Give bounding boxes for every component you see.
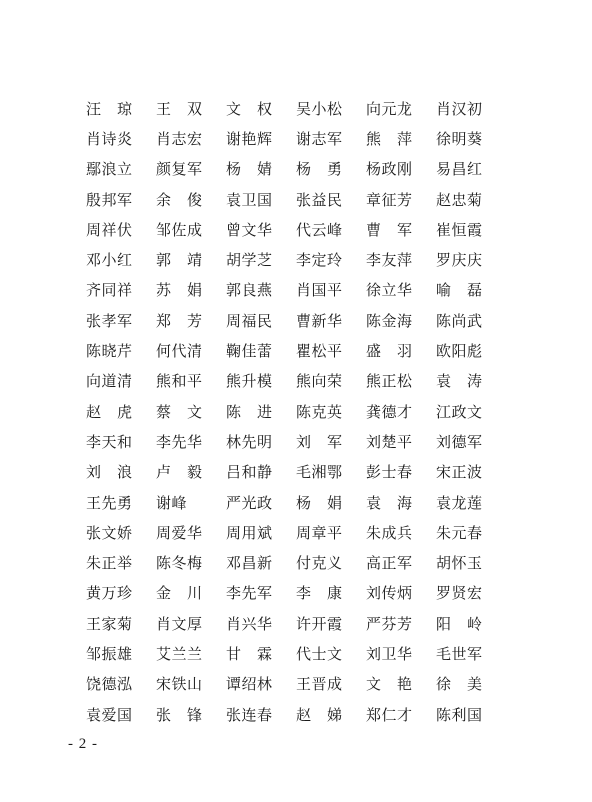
person-name: 曾文华 <box>226 220 273 239</box>
person-name: 刘传炳 <box>366 584 413 603</box>
person-name: 肖汉初 <box>436 99 483 118</box>
person-name: 苏 娟 <box>156 281 203 300</box>
person-name: 龚德才 <box>366 402 413 421</box>
name-row <box>86 276 506 306</box>
person-name: 郑仁才 <box>366 705 413 724</box>
person-name: 张 锋 <box>156 705 203 724</box>
name-row <box>86 579 506 609</box>
person-name: 章征芳 <box>366 190 413 209</box>
name-row <box>86 306 506 336</box>
name-row <box>86 155 506 185</box>
person-name: 宋铁山 <box>156 675 203 694</box>
name-row <box>86 367 506 397</box>
person-name: 喻 磊 <box>436 281 483 300</box>
person-name: 郑 芳 <box>156 311 203 330</box>
person-name: 王 双 <box>156 99 203 118</box>
person-name: 毛湘鄂 <box>296 463 343 482</box>
person-name: 付克义 <box>296 554 343 573</box>
name-row <box>86 670 506 700</box>
person-name: 胡怀玉 <box>436 554 483 573</box>
name-row <box>86 215 506 245</box>
person-name: 杨政刚 <box>366 160 413 179</box>
name-row <box>86 397 506 427</box>
person-name: 殷邦军 <box>86 190 133 209</box>
person-name: 彭士春 <box>366 463 413 482</box>
person-name: 盛 羽 <box>366 342 413 361</box>
person-name: 郭 靖 <box>156 251 203 270</box>
person-name: 谢志军 <box>296 129 343 148</box>
person-name: 周用斌 <box>226 523 273 542</box>
person-name: 肖国平 <box>296 281 343 300</box>
person-name: 王晋成 <box>296 675 343 694</box>
person-name: 周爱华 <box>156 523 203 542</box>
person-name: 胡学芝 <box>226 251 273 270</box>
person-name: 李定玲 <box>296 251 343 270</box>
person-name: 严芬芳 <box>366 614 413 633</box>
person-name: 谢艳辉 <box>226 129 273 148</box>
name-row <box>86 458 506 488</box>
person-name: 熊 萍 <box>366 129 413 148</box>
name-row <box>86 548 506 578</box>
person-name: 林先明 <box>226 432 273 451</box>
person-name: 刘 浪 <box>86 463 133 482</box>
person-name: 肖诗炎 <box>86 129 133 148</box>
name-row <box>86 609 506 639</box>
person-name: 陈冬梅 <box>156 554 203 573</box>
person-name: 陈利国 <box>436 705 483 724</box>
person-name: 赵 虎 <box>86 402 133 421</box>
person-name: 甘 霖 <box>226 644 273 663</box>
person-name: 崔恒霞 <box>436 220 483 239</box>
person-name: 陈克英 <box>296 402 343 421</box>
person-name: 金 川 <box>156 584 203 603</box>
person-name: 刘 军 <box>296 432 343 451</box>
person-name: 刘楚平 <box>366 432 413 451</box>
person-name: 张孝军 <box>86 311 133 330</box>
person-name: 鞠佳蕾 <box>226 342 273 361</box>
person-name: 张文娇 <box>86 523 133 542</box>
person-name: 向元龙 <box>366 99 413 118</box>
person-name: 周祥伏 <box>86 220 133 239</box>
person-name: 代士文 <box>296 644 343 663</box>
person-name: 邓小红 <box>86 251 133 270</box>
person-name: 肖文厚 <box>156 614 203 633</box>
name-row <box>86 518 506 548</box>
person-name: 饶德泓 <box>86 675 133 694</box>
person-name: 肖志宏 <box>156 129 203 148</box>
person-name: 熊和平 <box>156 372 203 391</box>
person-name: 谭绍林 <box>226 675 273 694</box>
names-list <box>86 94 506 730</box>
person-name: 王家菊 <box>86 614 133 633</box>
person-name: 袁龙莲 <box>436 493 483 512</box>
person-name: 徐立华 <box>366 281 413 300</box>
person-name: 陈晓芹 <box>86 342 133 361</box>
person-name: 邹振雄 <box>86 644 133 663</box>
person-name: 何代清 <box>156 342 203 361</box>
person-name: 邓昌新 <box>226 554 273 573</box>
person-name: 袁卫国 <box>226 190 273 209</box>
person-name: 瞿松平 <box>296 342 343 361</box>
person-name: 高正军 <box>366 554 413 573</box>
person-name: 徐明葵 <box>436 129 483 148</box>
person-name: 袁 涛 <box>436 372 483 391</box>
person-name: 文 艳 <box>366 675 413 694</box>
person-name: 刘德军 <box>436 432 483 451</box>
person-name: 余 俊 <box>156 190 203 209</box>
person-name: 朱元春 <box>436 523 483 542</box>
person-name: 李先军 <box>226 584 273 603</box>
person-name: 李友萍 <box>366 251 413 270</box>
person-name: 易昌红 <box>436 160 483 179</box>
name-row <box>86 124 506 154</box>
person-name: 肖兴华 <box>226 614 273 633</box>
person-name: 袁 海 <box>366 493 413 512</box>
name-row <box>86 245 506 275</box>
person-name: 代云峰 <box>296 220 343 239</box>
person-name: 赵忠菊 <box>436 190 483 209</box>
person-name: 向道清 <box>86 372 133 391</box>
person-name: 朱成兵 <box>366 523 413 542</box>
person-name: 赵 娣 <box>296 705 343 724</box>
person-name: 张益民 <box>296 190 343 209</box>
person-name: 熊正松 <box>366 372 413 391</box>
person-name: 宋正波 <box>436 463 483 482</box>
person-name: 谢峰 <box>156 493 188 512</box>
person-name: 李 康 <box>296 584 343 603</box>
person-name: 齐同祥 <box>86 281 133 300</box>
person-name: 鄢浪立 <box>86 160 133 179</box>
person-name: 李天和 <box>86 432 133 451</box>
name-row <box>86 427 506 457</box>
person-name: 郭良燕 <box>226 281 273 300</box>
person-name: 艾兰兰 <box>156 644 203 663</box>
person-name: 吕和静 <box>226 463 273 482</box>
name-row <box>86 185 506 215</box>
person-name: 朱正举 <box>86 554 133 573</box>
person-name: 周福民 <box>226 311 273 330</box>
person-name: 毛世军 <box>436 644 483 663</box>
person-name: 熊向荣 <box>296 372 343 391</box>
person-name: 杨 勇 <box>296 160 343 179</box>
person-name: 吴小松 <box>296 99 343 118</box>
person-name: 陈 进 <box>226 402 273 421</box>
person-name: 熊升模 <box>226 372 273 391</box>
name-row <box>86 488 506 518</box>
person-name: 邹佐成 <box>156 220 203 239</box>
person-name: 黄万珍 <box>86 584 133 603</box>
name-row <box>86 336 506 366</box>
person-name: 袁爱国 <box>86 705 133 724</box>
person-name: 汪 琼 <box>86 99 133 118</box>
person-name: 曹新华 <box>296 311 343 330</box>
person-name: 蔡 文 <box>156 402 203 421</box>
person-name: 徐 美 <box>436 675 483 694</box>
name-row <box>86 94 506 124</box>
person-name: 陈金海 <box>366 311 413 330</box>
person-name: 陈尚武 <box>436 311 483 330</box>
person-name: 江政文 <box>436 402 483 421</box>
person-name: 严光政 <box>226 493 273 512</box>
person-name: 周章平 <box>296 523 343 542</box>
name-row <box>86 700 506 730</box>
person-name: 颜复军 <box>156 160 203 179</box>
person-name: 罗庆庆 <box>436 251 483 270</box>
person-name: 欧阳彪 <box>436 342 483 361</box>
person-name: 杨 婧 <box>226 160 273 179</box>
person-name: 文 权 <box>226 99 273 118</box>
person-name: 卢 毅 <box>156 463 203 482</box>
page-number: - 2 - <box>68 736 98 752</box>
person-name: 刘卫华 <box>366 644 413 663</box>
person-name: 许开霞 <box>296 614 343 633</box>
person-name: 阳 岭 <box>436 614 483 633</box>
person-name: 张连春 <box>226 705 273 724</box>
person-name: 杨 娟 <box>296 493 343 512</box>
person-name: 李先华 <box>156 432 203 451</box>
name-row <box>86 639 506 669</box>
person-name: 曹 军 <box>366 220 413 239</box>
person-name: 王先勇 <box>86 493 133 512</box>
person-name: 罗贤宏 <box>436 584 483 603</box>
